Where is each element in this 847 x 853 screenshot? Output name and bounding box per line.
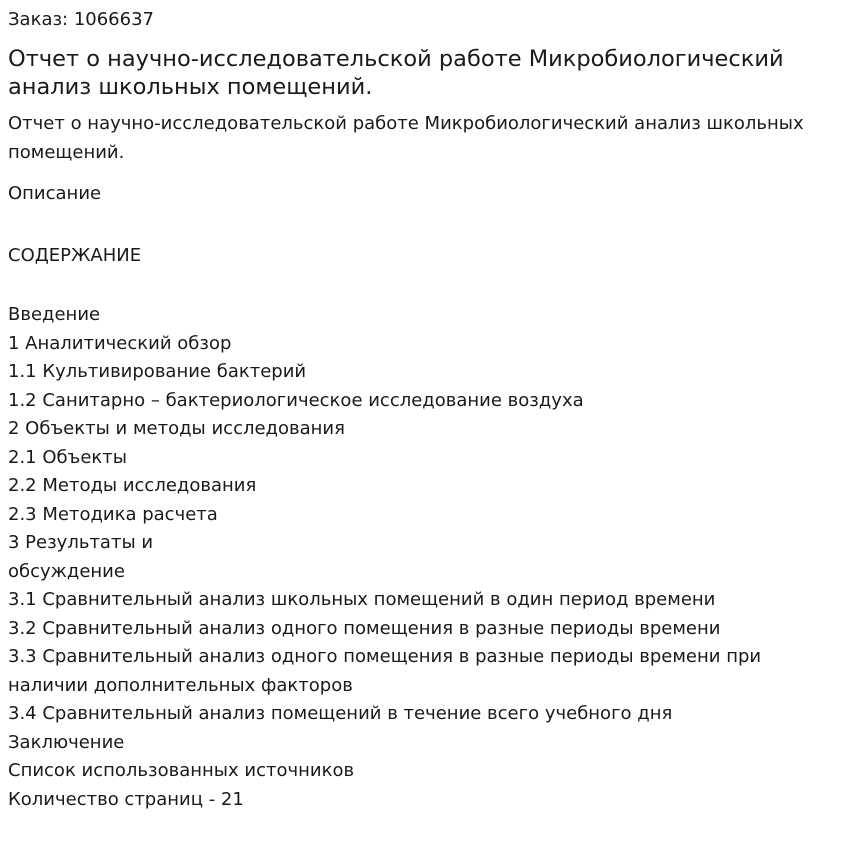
document-title: Отчет о научно-исследовательской работе Микробиологический анализ школьных помещений.	[8, 46, 784, 100]
toc-item: 3.3 Сравнительный анализ одного помещения в разные периоды времени при наличии дополнительных факторов	[8, 646, 762, 696]
toc-item: 1.2 Санитарно – бактериологическое исследование воздуха	[8, 389, 584, 411]
toc-item: 1.1 Культивирование бактерий	[8, 361, 307, 382]
toc-item: 3.4 Сравнительный анализ помещений в течение всего учебного дня	[8, 703, 673, 724]
toc-item: обсуждение	[8, 560, 125, 582]
toc-item: Введение	[8, 304, 101, 325]
contents-heading: СОДЕРЖАНИЕ	[8, 245, 142, 266]
order-number: Заказ: 1066637	[8, 9, 154, 30]
toc-item: Заключение	[8, 731, 125, 753]
document-subtitle: Отчет о научно-исследовательской работе Микробиологический анализ школьных помещений.	[8, 113, 804, 163]
toc-item: 3 Результаты и	[8, 532, 154, 553]
toc-item: Список использованных источников	[8, 760, 355, 781]
description-heading: Описание	[8, 183, 102, 204]
toc-item: 3.1 Сравнительный анализ школьных помещений в один период времени	[8, 589, 716, 610]
toc-item: 1 Аналитический обзор	[8, 332, 232, 354]
toc-item: 2.3 Методика расчета	[8, 503, 218, 525]
toc-item: 2.2 Методы исследования	[8, 475, 257, 496]
toc-item: 3.2 Сравнительный анализ одного помещения в разные периоды времени	[8, 617, 721, 639]
table-of-contents	[8, 301, 839, 814]
toc-item: 2 Объекты и методы исследования	[8, 418, 345, 439]
toc-item: 2.1 Объекты	[8, 446, 127, 468]
toc-item: Количество страниц - 21	[8, 788, 244, 810]
